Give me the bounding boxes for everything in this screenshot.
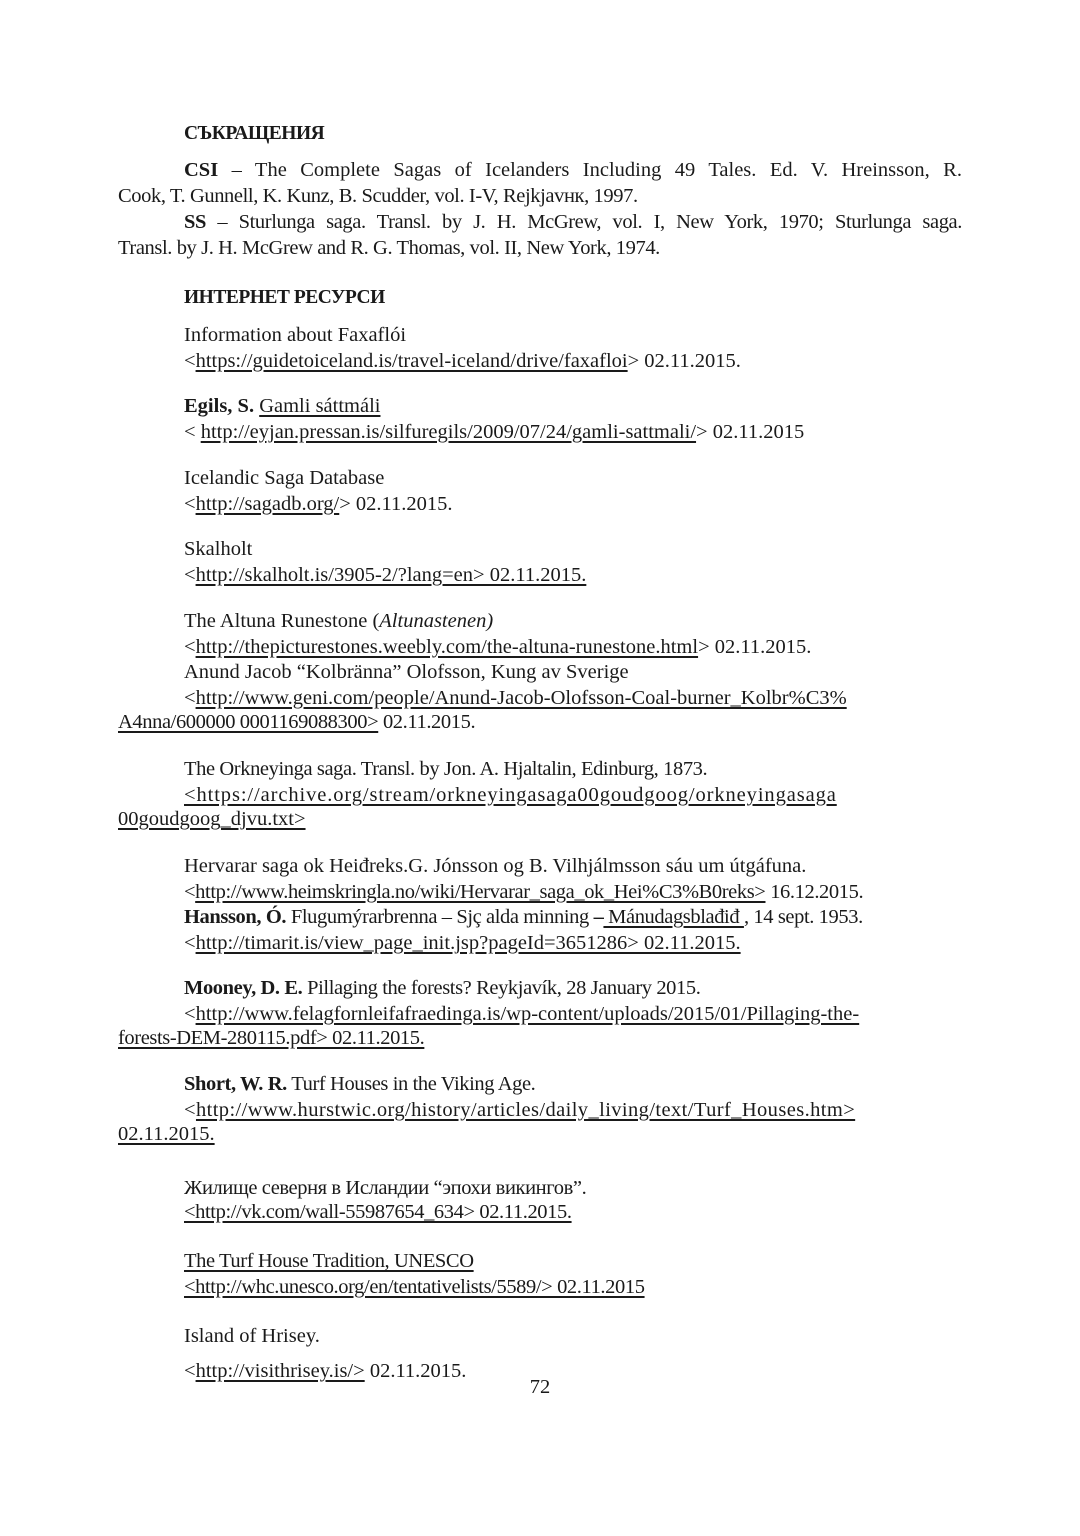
resource-title: Mooney, D. E. Pillaging the forests? Reykjavík, 28 January 2015.	[184, 977, 701, 999]
resource-url-link[interactable]: http://www.heimskringla.no/wiki/Hervarar_saga_ok_Hei%C3%B0reks>	[195, 881, 766, 903]
resource-url-link[interactable]: http://timarit.is/view_page_init.jsp?pageId=3651286> 02.11.2015.	[195, 932, 741, 954]
resource-title: Жилище северня в Исландии “эпохи викингов”.	[184, 1177, 587, 1199]
resource-title: Hervarar saga ok Heiđreks.G. Jónsson og B. Vilhjálmsson sáu um útgáfuna.	[184, 855, 807, 877]
resource-url-link[interactable]: <http://whc.unesco.org/en/tentativelists/5589/> 02.11.2015	[184, 1276, 645, 1298]
resource-link-line	[184, 782, 962, 808]
resource-link-line: < http://eyjan.pressan.is/silfuregils/2009/07/24/gamli-sattmali/> 02.11.2015	[184, 421, 805, 443]
resource-author: Short, W. R.	[184, 1073, 287, 1095]
resource-url-link[interactable]: http://www.hurstwic.org/history/articles/daily_living/text/Turf_Houses.htm>	[195, 1099, 856, 1121]
resource-url-link[interactable]: http://skalholt.is/3905-2/?lang=en> 02.11.2015.	[195, 564, 587, 586]
resource-title: Island of Hrisey.	[184, 1325, 320, 1347]
resource-url-link[interactable]: https://guidetoiceland.is/travel-iceland/drive/faxafloi	[195, 350, 628, 372]
resource-title: The Orkneyinga saga. Transl. by Jon. A. Hjaltalin, Edinburg, 1873.	[184, 758, 708, 780]
resource-title: Anund Jacob “Kolbränna” Olofsson, Kung av Sverige	[184, 661, 629, 683]
resource-title-link[interactable]: Gamli sáttmáli	[259, 395, 381, 417]
resource-link-line: <http://thepicturestones.weebly.com/the-altuna-runestone.html> 02.11.2015.	[184, 636, 812, 658]
resource-title-link[interactable]: The Turf House Tradition, UNESCO	[184, 1250, 474, 1272]
resource-title: Hansson, Ó. Flugumýrarbrenna – Sjç alda minning – Mánudagsblađiđ , 14 sept. 1953.	[184, 906, 863, 928]
resource-link-line	[118, 1025, 962, 1051]
resource-link-line: <http://timarit.is/view_page_init.jsp?pageId=3651286> 02.11.2015.	[184, 932, 741, 954]
resource-title: Information about Faxaflói	[184, 324, 407, 346]
resource-url-link[interactable]: http://thepicturestones.weebly.com/the-altuna-runestone.html	[195, 636, 699, 658]
resource-url-link[interactable]: A4nna/600000 0001169088300>	[118, 711, 379, 733]
resource-url-link[interactable]: forests-DEM-280115.pdf> 02.11.2015.	[118, 1027, 425, 1049]
resource-link-line: <http://www.heimskringla.no/wiki/Hervarar_saga_ok_Hei%C3%B0reks> 16.12.2015.	[184, 881, 864, 903]
internet-resources-heading: ИНТЕРНЕТ РЕСУРСИ	[184, 287, 385, 308]
resource-link-line: <http://sagadb.org/> 02.11.2015.	[184, 493, 453, 515]
resource-link-line	[118, 806, 962, 832]
csi-term: CSI	[184, 159, 219, 181]
resource-link-line: <http://www.felagfornleifafraedinga.is/wp-content/uploads/2015/01/Pillaging-the-	[184, 1003, 860, 1025]
resource-link-line: <http://www.geni.com/people/Anund-Jacob-Olofsson-Coal-burner_Kolbr%C3%	[184, 687, 847, 709]
csi-entry-line-1: CSI – The Complete Sagas of Icelanders Including 49 Tales. Ed. V. Hreinsson, R.	[184, 159, 962, 181]
ss-term: SS	[184, 211, 207, 233]
resource-title	[184, 393, 962, 419]
resource-link-line: A4nna/600000 0001169088300> 02.11.2015.	[118, 711, 476, 733]
resource-title: Short, W. R. Turf Houses in the Viking Age.	[184, 1073, 536, 1095]
resource-url-link[interactable]: 00goudgoog_djvu.txt>	[118, 808, 306, 830]
ss-entry-line-2: Transl. by J. H. McGrew and R. G. Thomas, vol. II, New York, 1974.	[118, 237, 660, 259]
resource-url-link[interactable]: 02.11.2015.	[118, 1123, 215, 1145]
resource-link-line: <http://skalholt.is/3905-2/?lang=en> 02.11.2015.	[184, 564, 587, 586]
resource-author: Egils, S.	[184, 395, 255, 417]
csi-entry-line-2: Cook, T. Gunnell, K. Kunz, B. Scudder, vol. I-V, Rejkjavнк, 1997.	[118, 185, 638, 207]
ss-entry-line-1: SS – Sturlunga saga. Transl. by J. H. McGrew, vol. I, New York, 1970; Sturlunga saga.	[184, 211, 962, 233]
resource-url-link[interactable]: <https://archive.org/stream/orkneyingasaga00goudgoog/orkneyingasaga	[184, 784, 837, 806]
resource-link-line: <http://www.hurstwic.org/history/articles/daily_living/text/Turf_Houses.htm>	[184, 1099, 856, 1121]
resource-title: Icelandic Saga Database	[184, 467, 385, 489]
resource-url-link[interactable]: http://www.felagfornleifafraedinga.is/wp-content/uploads/2015/01/Pillaging-the-	[195, 1003, 860, 1025]
resource-url-link[interactable]: <http://vk.com/wall-55987654_634> 02.11.2015.	[184, 1201, 572, 1223]
resource-link-line: <https://guidetoiceland.is/travel-iceland/drive/faxafloi> 02.11.2015.	[184, 350, 741, 372]
page-number: 72	[529, 1376, 551, 1398]
resource-author: Mooney, D. E.	[184, 977, 303, 999]
resource-link-line: <http://visithrisey.is/> 02.11.2015.	[184, 1360, 467, 1382]
resource-link-line	[184, 1274, 962, 1300]
resource-url-link[interactable]: http://eyjan.pressan.is/silfuregils/2009/07/24/gamli-sattmali/	[200, 421, 697, 443]
resource-title: Skalholt	[184, 538, 253, 560]
abbreviations-heading: СЪКРАЩЕНИЯ	[184, 123, 325, 144]
resource-link-line	[184, 1199, 962, 1225]
resource-url-link[interactable]: http://www.geni.com/people/Anund-Jacob-Olofsson-Coal-burner_Kolbr%C3%	[195, 687, 847, 709]
resource-author: Hansson, Ó.	[184, 906, 287, 928]
resource-title	[184, 1248, 962, 1274]
resource-url-link[interactable]: http://sagadb.org/	[195, 493, 340, 515]
resource-title: The Altuna Runestone (Altunastenen)	[184, 610, 494, 632]
resource-url-link[interactable]: http://visithrisey.is/>	[195, 1360, 365, 1382]
journal-link[interactable]: Mánudagsblađiđ	[603, 906, 744, 928]
resource-link-line	[118, 1121, 962, 1147]
